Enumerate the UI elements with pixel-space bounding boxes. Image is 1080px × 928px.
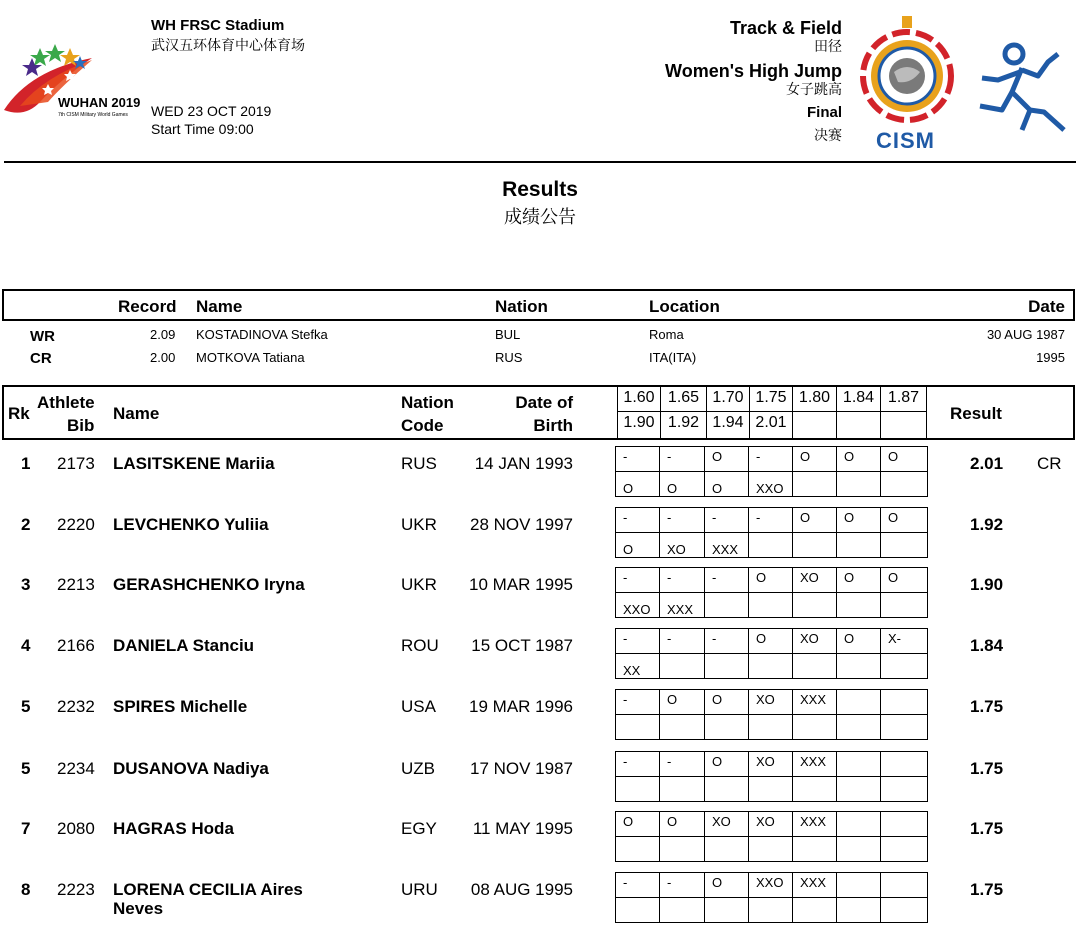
venue-name-cn: 武汉五环体育中心体育场: [151, 37, 305, 53]
athlete-rank: 4: [21, 636, 31, 655]
col-birth: Birth: [533, 416, 573, 435]
attempt-cell: [748, 714, 793, 740]
athlete-name: LORENA CECILIA Aires Neves: [113, 880, 303, 918]
athlete-nation-code: UKR: [401, 515, 437, 534]
attempt-cell: -: [659, 446, 705, 472]
attempt-cell: O: [659, 689, 705, 715]
height-header-cell: 1.92: [660, 412, 706, 438]
attempt-cell: [836, 532, 881, 558]
attempt-cell: [792, 592, 837, 618]
attempt-cell: [659, 897, 705, 923]
athlete-bib: 2173: [57, 454, 95, 473]
event-title-cn: 女子跳高: [786, 81, 842, 97]
sport-title-cn: 田径: [814, 38, 842, 54]
attempts-grid: [615, 446, 927, 497]
athlete-rank: 7: [21, 819, 31, 838]
attempt-cell: XO: [748, 811, 793, 837]
attempt-cell: [659, 776, 705, 802]
athlete-name: LEVCHENKO Yuliia: [113, 515, 269, 534]
attempt-cell: O: [836, 628, 881, 654]
attempt-cell: [880, 592, 928, 618]
event-date: WED 23 OCT 2019: [151, 103, 272, 119]
athlete-name: GERASHCHENKO Iryna: [113, 575, 305, 594]
athlete-result: 2.01: [970, 454, 1004, 473]
attempt-cell: O: [748, 567, 793, 593]
attempt-cell: [880, 897, 928, 923]
athlete-date-of-birth: 10 MAR 1995: [469, 575, 573, 594]
athlete-name: DUSANOVA Nadiya: [113, 759, 269, 778]
attempt-cell: [836, 836, 881, 862]
attempt-cell: [615, 776, 660, 802]
record-type: WR: [30, 328, 55, 345]
athlete-nation-code: EGY: [401, 819, 437, 838]
records-col-name: Name: [196, 297, 243, 316]
attempt-cell: O: [704, 471, 749, 497]
athlete-nation-code: RUS: [401, 454, 437, 473]
athlete-result: 1.75: [970, 697, 1004, 716]
attempt-cell: [748, 592, 793, 618]
athlete-name: LASITSKENE Mariia: [113, 454, 275, 473]
venue-name: WH FRSC Stadium: [151, 17, 285, 34]
athlete-name: SPIRES Michelle: [113, 697, 248, 716]
phase-title: Final: [806, 104, 842, 121]
attempt-cell: -: [615, 567, 660, 593]
col-nation: Nation: [401, 393, 454, 412]
attempt-cell: -: [615, 872, 660, 898]
attempt-cell: -: [615, 628, 660, 654]
athlete-result: 1.75: [970, 880, 1004, 899]
height-header-cell: 1.75: [749, 387, 792, 412]
attempt-cell: [836, 776, 881, 802]
attempt-cell: XXO: [748, 872, 793, 898]
attempt-cell: -: [748, 446, 793, 472]
attempt-cell: -: [659, 628, 705, 654]
results-title-cn: 成绩公告: [504, 207, 576, 227]
attempt-cell: [704, 897, 749, 923]
height-header-cell: 1.84: [836, 387, 880, 412]
attempt-cell: [836, 897, 881, 923]
attempt-cell: O: [704, 872, 749, 898]
col-athlete: Athlete: [37, 393, 95, 412]
attempt-cell: [615, 897, 660, 923]
record-type: CR: [30, 350, 52, 367]
height-header-cell: 1.94: [706, 412, 749, 438]
attempt-cell: [836, 471, 881, 497]
athlete-result: 1.90: [970, 575, 1004, 594]
attempt-cell: O: [880, 446, 928, 472]
attempt-cell: [659, 836, 705, 862]
record-mark: 2.00: [150, 350, 176, 365]
attempts-grid: [615, 751, 927, 802]
attempt-cell: [880, 532, 928, 558]
athlete-rank: 1: [21, 454, 31, 473]
attempt-cell: [792, 897, 837, 923]
attempt-cell: -: [659, 872, 705, 898]
athlete-bib: 2234: [57, 759, 95, 778]
attempt-cell: XO: [792, 567, 837, 593]
attempt-cell: [748, 776, 793, 802]
athlete-result: 1.75: [970, 819, 1004, 838]
attempts-grid: [615, 628, 927, 679]
athlete-date-of-birth: 14 JAN 1993: [474, 454, 573, 473]
start-time: Start Time 09:00: [151, 121, 254, 137]
attempt-cell: -: [659, 751, 705, 777]
record-nation: RUS: [495, 350, 523, 365]
athlete-name: HAGRAS Hoda: [113, 819, 234, 838]
cism-logo: [856, 12, 966, 157]
attempt-cell: O: [659, 471, 705, 497]
athlete-result: 1.75: [970, 759, 1004, 778]
logo-wuhan-2019-text: WUHAN 2019: [58, 95, 141, 110]
record-date: 1995: [1036, 350, 1065, 365]
height-header-cell: [880, 412, 927, 438]
athlete-bib: 2080: [57, 819, 95, 838]
attempt-cell: XXO: [748, 471, 793, 497]
athlete-rank: 8: [21, 880, 31, 899]
attempt-cell: O: [836, 567, 881, 593]
col-date-of: Date of: [515, 393, 573, 412]
attempt-cell: [836, 689, 881, 715]
attempt-cell: [880, 471, 928, 497]
cism-logo-text: CISM: [876, 128, 935, 153]
record-mark: 2.09: [150, 327, 176, 342]
attempts-grid: [615, 507, 927, 558]
attempt-cell: [836, 872, 881, 898]
attempts-grid: [615, 689, 927, 740]
athlete-rank: 5: [21, 697, 31, 716]
athlete-rank: 5: [21, 759, 31, 778]
attempt-cell: O: [748, 628, 793, 654]
attempts-grid: [615, 811, 927, 862]
athlete-nation-code: UZB: [401, 759, 435, 778]
record-location: ITA(ITA): [649, 350, 697, 365]
runner-icon: [972, 40, 1072, 135]
attempt-cell: [836, 811, 881, 837]
attempt-cell: -: [659, 567, 705, 593]
attempt-cell: [836, 592, 881, 618]
attempt-cell: [748, 897, 793, 923]
attempt-cell: [836, 751, 881, 777]
attempt-cell: XXX: [792, 689, 837, 715]
attempt-cell: XXX: [792, 872, 837, 898]
athlete-date-of-birth: 08 AUG 1995: [470, 880, 573, 899]
athlete-nation-code: UKR: [401, 575, 437, 594]
records-col-location: Location: [649, 297, 720, 316]
attempt-cell: XXX: [659, 592, 705, 618]
athlete-result: 1.92: [970, 515, 1004, 534]
record-location: Roma: [649, 327, 684, 342]
attempt-cell: [792, 776, 837, 802]
height-header-cell: 1.70: [706, 387, 749, 412]
records-col-date: Date: [1028, 297, 1065, 316]
athlete-date-of-birth: 17 NOV 1987: [469, 759, 573, 778]
height-header-cell: [792, 412, 836, 438]
attempt-cell: [880, 653, 928, 679]
attempt-cell: [748, 532, 793, 558]
attempt-cell: O: [615, 811, 660, 837]
athlete-nation-code: ROU: [401, 636, 439, 655]
results-title: Results: [502, 178, 578, 201]
attempt-cell: [704, 836, 749, 862]
col-result: Result: [950, 404, 1002, 423]
attempt-cell: O: [836, 507, 881, 533]
athlete-rank: 2: [21, 515, 31, 534]
attempt-cell: [615, 714, 660, 740]
attempt-cell: [792, 471, 837, 497]
attempt-cell: [836, 714, 881, 740]
attempt-cell: -: [615, 689, 660, 715]
attempt-cell: O: [659, 811, 705, 837]
height-header-cell: 1.90: [617, 412, 660, 438]
athlete-nation-code: URU: [401, 880, 438, 899]
attempt-cell: XO: [748, 751, 793, 777]
event-title: Women's High Jump: [665, 61, 842, 81]
attempt-cell: [880, 776, 928, 802]
attempt-cell: [748, 836, 793, 862]
attempt-cell: -: [615, 446, 660, 472]
attempt-cell: XXO: [615, 592, 660, 618]
attempt-cell: [792, 836, 837, 862]
attempt-cell: [615, 836, 660, 862]
attempt-cell: [880, 689, 928, 715]
athlete-bib: 2223: [57, 880, 95, 899]
attempt-cell: [836, 653, 881, 679]
attempt-cell: O: [880, 507, 928, 533]
height-header-cell: 1.80: [792, 387, 836, 412]
attempt-cell: -: [659, 507, 705, 533]
attempt-cell: XO: [792, 628, 837, 654]
logo-subtitle-text: 7th CISM Military World Games: [58, 112, 128, 118]
athlete-date-of-birth: 28 NOV 1997: [469, 515, 573, 534]
athlete-bib: 2232: [57, 697, 95, 716]
attempt-cell: O: [880, 567, 928, 593]
athlete-name: DANIELA Stanciu: [113, 636, 255, 655]
attempt-cell: O: [615, 532, 660, 558]
attempt-cell: [880, 811, 928, 837]
athlete-bib: 2220: [57, 515, 95, 534]
attempt-cell: [704, 653, 749, 679]
athlete-rank: 3: [21, 575, 31, 594]
attempt-cell: X-: [880, 628, 928, 654]
heights-header: [617, 387, 927, 438]
attempt-cell: [659, 714, 705, 740]
wuhan-2019-logo: [0, 40, 145, 130]
attempt-cell: -: [704, 507, 749, 533]
attempt-cell: XO: [748, 689, 793, 715]
col-name: Name: [113, 404, 160, 423]
attempt-cell: O: [704, 446, 749, 472]
record-date: 30 AUG 1987: [986, 327, 1065, 342]
phase-title-cn: 决赛: [814, 127, 842, 143]
record-holder: KOSTADINOVA Stefka: [196, 327, 328, 342]
records-col-nation: Nation: [495, 297, 548, 316]
col-rank: Rk: [8, 404, 30, 423]
attempt-cell: -: [615, 507, 660, 533]
record-holder: MOTKOVA Tatiana: [196, 350, 305, 365]
attempt-cell: O: [615, 471, 660, 497]
attempt-cell: O: [704, 751, 749, 777]
attempt-cell: [880, 714, 928, 740]
height-header-cell: 2.01: [749, 412, 792, 438]
col-code: Code: [401, 416, 444, 435]
attempt-cell: XO: [704, 811, 749, 837]
athlete-bib: 2213: [57, 575, 95, 594]
attempt-cell: [880, 836, 928, 862]
athlete-nation-code: USA: [401, 697, 436, 716]
attempt-cell: O: [836, 446, 881, 472]
attempt-cell: XXX: [792, 811, 837, 837]
header-divider: [4, 161, 1076, 163]
record-nation: BUL: [495, 327, 521, 342]
records-col-record: Record: [118, 297, 177, 316]
athletics-pictogram: [972, 40, 1072, 135]
col-bib: Bib: [67, 416, 95, 435]
sport-title: Track & Field: [729, 18, 842, 38]
attempt-cell: -: [704, 567, 749, 593]
attempt-cell: XX: [615, 653, 660, 679]
height-header-cell: 1.87: [880, 387, 927, 412]
height-header-cell: [836, 412, 880, 438]
attempt-cell: [792, 653, 837, 679]
attempt-cell: O: [792, 507, 837, 533]
athlete-date-of-birth: 11 MAY 1995: [472, 819, 573, 838]
attempt-cell: O: [792, 446, 837, 472]
athlete-result: 1.84: [970, 636, 1004, 655]
attempt-cell: -: [704, 628, 749, 654]
attempt-cell: [792, 714, 837, 740]
attempt-cell: [704, 592, 749, 618]
attempt-cell: [792, 532, 837, 558]
height-header-cell: 1.65: [660, 387, 706, 412]
attempt-cell: [704, 776, 749, 802]
attempt-cell: -: [615, 751, 660, 777]
attempt-cell: [704, 714, 749, 740]
attempts-grid: [615, 872, 927, 923]
attempt-cell: XXX: [704, 532, 749, 558]
attempt-cell: [748, 653, 793, 679]
height-header-cell: 1.60: [617, 387, 660, 412]
attempt-cell: [880, 751, 928, 777]
athlete-date-of-birth: 19 MAR 1996: [469, 697, 573, 716]
athlete-bib: 2166: [57, 636, 95, 655]
attempt-cell: -: [748, 507, 793, 533]
attempt-cell: [880, 872, 928, 898]
attempt-cell: [659, 653, 705, 679]
athlete-record-note: CR: [1037, 454, 1062, 473]
athlete-date-of-birth: 15 OCT 1987: [471, 636, 573, 655]
attempt-cell: O: [704, 689, 749, 715]
attempt-cell: XO: [659, 532, 705, 558]
attempt-cell: XXX: [792, 751, 837, 777]
attempts-grid: [615, 567, 927, 618]
